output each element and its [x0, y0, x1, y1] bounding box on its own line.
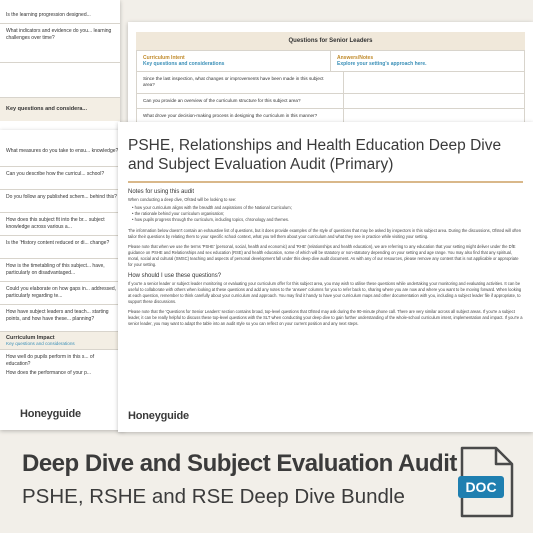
questions-table	[136, 50, 525, 125]
paragraph: If you're a senior leader or subject leader monitoring or evaluating your curriculum offer for this subject area, you may wish to utilise these questions while undertaking your monitoring and evaluating activities. It can be useful to collaborate with others when looking at these questions and add any notes to the 'answer' columns for you to refer back to, sharing where you are now and where you want to be moving forward. When looking at each question, remember to think carefully about your curriculum and approach. You may find it handy to have your curriculum maps and other documentation with you, including a subject leader file if appropriate, to support these discussions.	[128, 280, 522, 304]
table-header	[137, 51, 524, 71]
col-intent	[137, 51, 331, 71]
table-row	[137, 71, 524, 93]
question-cell: Can you provide an overview of the curriculum structure for this subject area?	[137, 94, 344, 108]
bullet-item: • how your curriculum aligns with the breadth and aspirations of the National Curriculum;	[132, 204, 292, 210]
question-row: Could you elaborate on how gaps in... addressed, particularly regarding te...	[0, 281, 125, 304]
question-cell: Since the last inspection, what changes or improvements have been made in this subject area?	[137, 72, 344, 93]
question-row: What measures do you take to ensu... knowledge?	[6, 148, 119, 154]
impact-heading	[0, 331, 125, 349]
question-row: Is the learning progression designed...	[6, 12, 91, 18]
question-row: How is the timetabling of this subject... have, particularly on disadvantaged...	[0, 258, 125, 281]
paragraph: Please note that when we use the terms 'PSHE' (personal, social, health and economic) and 'RHE' (relationships and health education), we are referring to any education that your setting might deliver under the DfE guidance on PSHE and Relationships and sex education (RSE) and health education, some of which will be statutory or non-statutory depending on your setting and age range. You may also find that any spiritual, moral, social and cultural (SMSC) teaching and aspects of personal development fall under this deep dive audit document. As with any of our resources, please remove any content that is not applicable or appropriate for your setting.	[128, 244, 519, 268]
notes-heading: Notes for using this audit	[128, 188, 195, 195]
page-thumbnail-mid-left	[0, 130, 125, 430]
impact-sub: Key questions and considerations	[6, 341, 75, 346]
title-divider	[128, 181, 523, 183]
answer-cell	[344, 72, 356, 93]
blank-row	[0, 62, 120, 97]
col-intent-title: Curriculum Intent	[143, 55, 185, 61]
banner-subtitle: PSHE, RSHE and RSE Deep Dive Bundle	[22, 485, 405, 508]
col-answers-title: Answers/Notes	[337, 55, 374, 61]
col-answers-sub: Explore your setting's approach here.	[337, 61, 427, 67]
section-title: Questions for Senior Leaders	[136, 32, 525, 50]
question-row: How does the performance of your p...	[6, 370, 92, 376]
document-title: PSHE, Relationships and Health Education Deep Dive and Subject Evaluation Audit (Primary)	[128, 137, 502, 174]
question-row: How well do pupils perform in this s... of education?	[0, 349, 125, 370]
bullet-text: how your curriculum aligns with the breadth and aspirations of the National Curriculum;	[134, 204, 292, 210]
paragraph: Please note that the 'Questions for Senior Leaders' section contains broad, top-level questions that Ofsted may ask during the 90-minute phone call. There are very similar across all subject areas. If you're a subject leader, it can be really helpful to discuss these top-level questions with the SLT when conducting your deep dive to gain further understanding of the whole-school curriculum intent, implementation and impact. If you're a senior leader, you may want to adapt the table into an audit style so you can reflect on your current position and any next steps.	[128, 308, 523, 326]
brand-logo: Honeyguide	[20, 408, 81, 420]
banner-title: Deep Dive and Subject Evaluation Audit	[22, 450, 457, 477]
col-intent-sub: Key questions and considerations	[143, 61, 225, 67]
bullet-text: the rationale behind your curriculum organisation;	[134, 210, 225, 216]
bullet-item: • how pupils progress through the curriculum, including topics, chronology and themes.	[132, 216, 290, 222]
question-row: Do you follow any published schem... behind this?	[0, 189, 125, 212]
page-front-cover	[118, 122, 533, 432]
paragraph: The information below doesn't contain an exhaustive list of questions, but it does provide examples of the style of questions that may be asked by inspectors in this subject area. During the discussions, Ofsted will often tailor their questions by relating them to your specific school context, what you tell them about your curriculum and what they see in practice while visiting your setting.	[128, 228, 522, 240]
question-row: Is the 'History content reduced or di... change?	[0, 235, 125, 258]
how-heading: How should I use these questions?	[128, 272, 222, 279]
table-row	[137, 93, 524, 108]
question-cell: What drove your decision-making process in designing the curriculum in this manner?	[137, 109, 344, 123]
answer-cell	[344, 94, 356, 108]
doc-badge-label: DOC	[465, 479, 497, 495]
impact-title: Curriculum Impact	[6, 335, 55, 341]
brand-logo: Honeyguide	[128, 410, 189, 422]
col-answers	[331, 51, 524, 71]
bullet-item: • the rationale behind your curriculum organisation;	[132, 210, 225, 216]
question-row: Can you describe how the curricul... school?	[0, 166, 125, 189]
bullet-text: how pupils progress through the curriculum, including topics, chronology and themes.	[134, 216, 290, 222]
question-row: What indicators and evidence do you... learning challenges over time?	[0, 23, 120, 62]
question-row: How does this subject fit into the br... subject knowledge across various a...	[0, 212, 125, 235]
notes-intro: When conducting a deep dive, Ofsted will be looking to see:	[128, 196, 237, 202]
doc-file-icon	[458, 446, 516, 518]
question-row: How have subject leaders and teach... starting points, and how have these... planning?	[0, 304, 125, 331]
section-heading: Key questions and considera...	[0, 97, 120, 121]
